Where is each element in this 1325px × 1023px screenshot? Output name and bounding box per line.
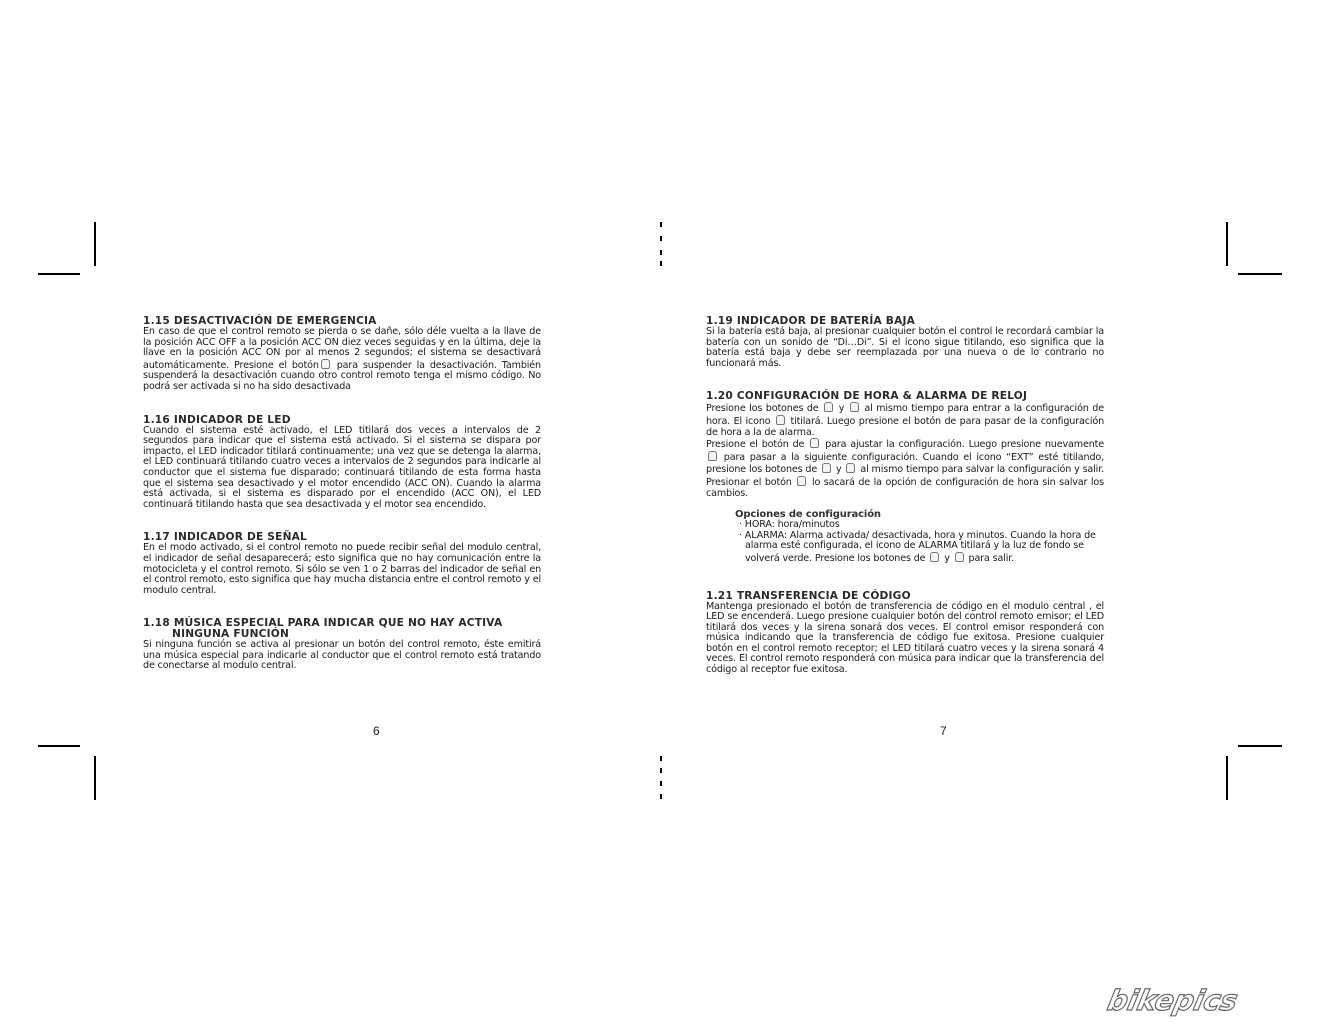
configuration-options: [735, 509, 1104, 564]
section-body: Presione el botón de para ajustar la configuración. Luego presione nuevamente para pasar a la siguiente configuración. Cuando el icono “EXT” esté titilando, presione los botones de y al mismo tiempo para salvar la configuración y salir. Presionar el botón lo sacará de la opción de configuración de hora sin salvar los cambios.: [706, 439, 1105, 499]
section-1-21: [706, 591, 1104, 676]
section-body: Presione los botones de y al mismo tiempo para entrar a la configuración de hora. El icono titilará. Luego presione el botón de para pasar de la configuración de hora a la de alarma.: [706, 403, 1104, 438]
section-title: 1.20 CONFIGURACIÓN DE HORA & ALARMA DE RELOJ: [706, 390, 1028, 403]
watermark-logo: bikepics: [1104, 984, 1241, 1017]
remote-button-icon: [321, 359, 330, 369]
remote-button-icon: [810, 438, 819, 448]
fold-mark: [660, 261, 662, 266]
remote-button-icon: [930, 552, 939, 562]
crop-mark: [38, 273, 80, 275]
fold-mark: [660, 781, 662, 786]
crop-mark: [38, 745, 80, 747]
section-body: En caso de que el control remoto se pierda o se dañe, sólo déle vuelta a la llave de la posición ACC OFF a la posición ACC ON diez veces seguidas y en la última, deje la llave en la posición ACC ON por al menos 2 segundos; el sistema se desactivará automáticamente. Presione el botón para suspender la desactivación. También suspenderá la desactivación cuando otro control remoto tenga el mismo código. No podrá ser activada si no ha sido desactivada: [143, 326, 541, 392]
crop-mark: [94, 756, 96, 800]
remote-button-icon: [846, 463, 855, 473]
section-1-15: [143, 316, 541, 393]
section-body: Cuando el sistema esté activado, el LED titilará dos veces a intervalos de 2 segundos para indicar que el sistema está activado. Si el sistema se dispara por impacto, el LED indicador titilará continuamente; una vez que se detenga la alarma, el LED continuará titilando cuatro veces a intervalos de 2 segundos para indicarle al conductor que el sistema fue disparado; continuará titilando de esta forma hasta que el sistema sea desactivado y el motor encendido (ACC ON). Cuando la alarma está activada, si el sistema es disparado por el encendido (ACC ON), el LED continuará titilando hasta que sea desactivada y el motor sea encendido.: [143, 424, 541, 510]
crop-mark: [1238, 745, 1282, 747]
remote-button-icon: [850, 402, 859, 412]
remote-button-icon: [955, 552, 964, 562]
section-body: Mantenga presionado el botón de transferencia de código en el modulo central , el LED se encenderá. Luego presione cualquier botón del control remoto emisor; el LED titilará dos veces y la sirena sonará dos veces. El control emisor responderá con música indicando que la transferencia de código fue exitosa. Presione cualquier botón en el control remoto receptor; el LED titilará cuatro veces y la sirena sonará 4 veces. El control remoto responderá con música para indicar que la transferencia del código al receptor fue exitosa.: [706, 600, 1104, 676]
section-title: 1.18 MÚSICA ESPECIAL PARA INDICAR QUE NO HAY ACTIVA NINGUNA FUNCIÓN: [143, 617, 503, 641]
section-title: 1.17 INDICADOR DE SEÑAL: [143, 531, 307, 544]
section-1-18: [143, 618, 541, 672]
section-title: 1.16 INDICADOR DE LED: [143, 413, 291, 426]
section-title: 1.19 INDICADOR DE BATERÍA BAJA: [706, 315, 916, 327]
remote-button-icon: [797, 476, 806, 486]
options-heading: Opciones de configuración: [735, 509, 881, 521]
crop-mark: [1226, 756, 1228, 800]
crop-mark: [94, 222, 96, 266]
crop-mark: [1226, 222, 1228, 266]
section-1-16: [143, 415, 541, 511]
page-number: 7: [940, 724, 947, 738]
section-1-19: [706, 316, 1104, 369]
fold-mark: [660, 250, 662, 255]
remote-button-icon: [776, 415, 785, 425]
page-number: 6: [373, 724, 380, 738]
remote-button-icon: [708, 451, 717, 461]
option-item: volverá verde. Presione los botones de y para salir.: [745, 552, 1015, 564]
crop-mark: [1238, 273, 1282, 275]
section-body: Si ninguna función se activa al presionar un botón del control remoto, éste emitirá una música especial para indicarle al conductor que el control remoto está tratando de conectarse al modulo central.: [143, 639, 541, 672]
section-title: 1.15 DESACTIVACIÓN DE EMERGENCIA: [143, 315, 377, 327]
fold-mark: [660, 236, 662, 241]
section-title: 1.21 TRANSFERENCIA DE CÓDIGO: [706, 589, 911, 602]
fold-mark: [660, 756, 662, 761]
section-body: En el modo activado, si el control remoto no puede recibir señal del modulo central, el indicador de señal desaparecerá; esto significa que no hay comunicación entre la motocicleta y el control remoto. Si sólo se ven 1 o 2 barras del indicador de señal en el control remoto, esto significa que hay mucha distancia entre el control remoto y el modulo central.: [143, 542, 541, 596]
section-1-17: [143, 532, 541, 596]
section-body: Si la batería está baja, al presionar cualquier botón el control le recordará cambiar la batería con un sonido de “Di…Di”. Si el icono sigue titilando, eso significa que la batería está baja y debe ser reemplazada por una nueva o de lo contrario no funcionará más.: [706, 326, 1104, 369]
remote-button-icon: [822, 463, 831, 473]
fold-mark: [660, 794, 662, 799]
fold-mark: [660, 222, 662, 227]
remote-button-icon: [824, 402, 833, 412]
option-item: · ALARMA: Alarma activada/ desactivada, hora y minutos. Cuando la hora de: [739, 529, 1096, 541]
fold-mark: [660, 768, 662, 773]
option-item: · HORA: hora/minutos: [739, 519, 840, 531]
option-item: alarma esté configurada, el icono de ALARMA titilará y la luz de fondo se: [745, 540, 1084, 552]
left-page-content: [143, 316, 541, 694]
section-1-20: [706, 391, 1104, 564]
right-page-content: [706, 316, 1104, 698]
